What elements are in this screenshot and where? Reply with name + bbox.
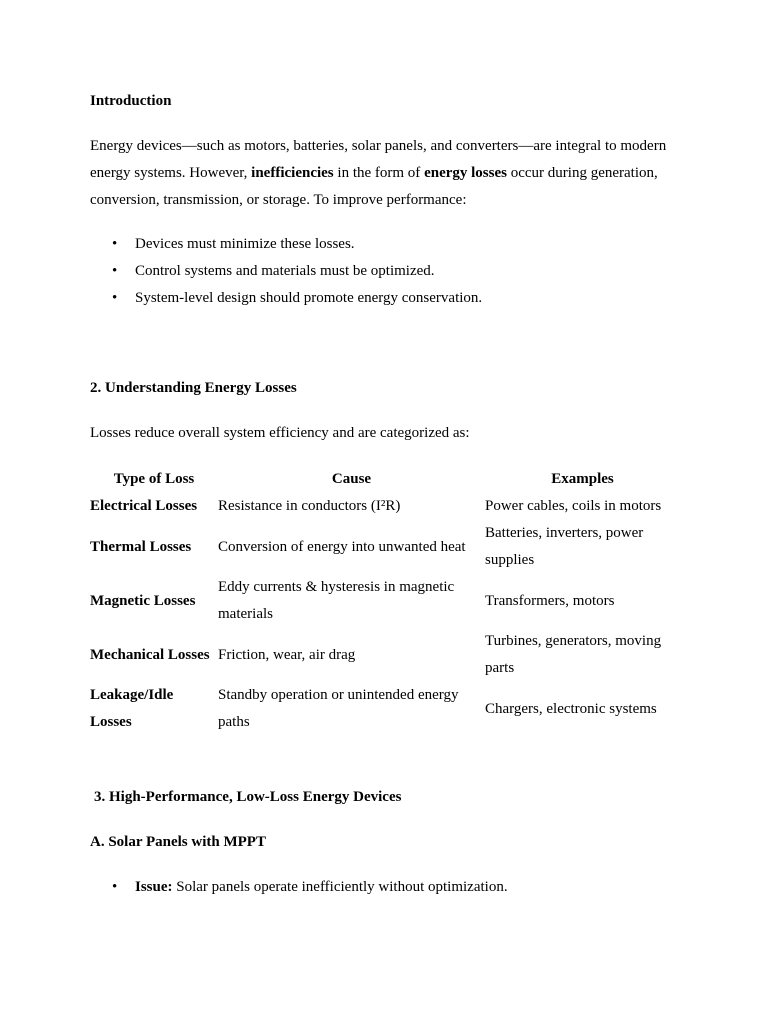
section3-heading: 3. High-Performance, Low-Loss Energy Devices bbox=[94, 789, 402, 805]
column-header-type: Type of Loss bbox=[113, 470, 195, 487]
bullet-icon: • bbox=[112, 879, 118, 895]
table-row bbox=[90, 520, 680, 574]
list-item bbox=[90, 231, 482, 258]
intro-para-text-1: Energy devices—such as motors, batteries, solar panels, and converters—are integral to modern energy systems. However, bbox=[90, 138, 667, 181]
list-item-text: Devices must minimize these losses. bbox=[135, 236, 355, 252]
list-item bbox=[90, 874, 508, 901]
intro-heading: Introduction bbox=[90, 93, 172, 109]
cell-cause: Resistance in conductors (I²R) bbox=[218, 498, 401, 514]
intro-bullet-list bbox=[90, 231, 482, 312]
cell-examples: Power cables, coils in motors bbox=[485, 498, 662, 514]
cell-cause: Eddy currents & hysteresis in magnetic materials bbox=[218, 579, 455, 622]
list-item-text: Control systems and materials must be optimized. bbox=[135, 263, 435, 279]
bullet-icon: • bbox=[112, 236, 118, 252]
cell-examples: Turbines, generators, moving parts bbox=[485, 633, 662, 676]
section2-heading: 2. Understanding Energy Losses bbox=[90, 380, 297, 396]
cell-cause: Standby operation or unintended energy paths bbox=[218, 687, 459, 730]
intro-para-bold-inefficiencies: inefficiencies bbox=[251, 165, 334, 181]
table-row bbox=[90, 682, 680, 736]
intro-para-bold-energy-losses: energy losses bbox=[424, 165, 507, 181]
list-item-label: Issue: bbox=[135, 879, 173, 895]
table-row bbox=[90, 493, 680, 520]
intro-paragraph bbox=[90, 133, 680, 214]
section2-paragraph: Losses reduce overall system efficiency and are categorized as: bbox=[90, 425, 470, 441]
cell-type: Thermal Losses bbox=[90, 538, 192, 555]
cell-type: Leakage/Idle Losses bbox=[90, 687, 174, 730]
list-item bbox=[90, 285, 482, 312]
cell-type: Mechanical Losses bbox=[90, 646, 210, 663]
intro-para-text-3: occur during generation, conversion, transmission, or storage. To improve performance: bbox=[90, 165, 658, 208]
cell-cause: Friction, wear, air drag bbox=[218, 646, 356, 663]
cell-type: Magnetic Losses bbox=[90, 592, 196, 609]
list-item-text: System-level design should promote energy conservation. bbox=[135, 290, 483, 306]
column-header-cause: Cause bbox=[331, 470, 372, 487]
energy-losses-table bbox=[90, 465, 680, 736]
cell-examples: Transformers, motors bbox=[485, 592, 615, 609]
cell-type: Electrical Losses bbox=[90, 498, 198, 514]
column-header-examples: Examples bbox=[551, 470, 614, 487]
bullet-icon: • bbox=[112, 263, 118, 279]
table-row bbox=[90, 628, 680, 682]
cell-examples: Batteries, inverters, power supplies bbox=[485, 525, 644, 568]
bullet-icon: • bbox=[112, 290, 118, 306]
table-header-row bbox=[90, 465, 680, 493]
table-row bbox=[90, 574, 680, 628]
section3-bullet-list bbox=[90, 874, 508, 901]
intro-para-text-2: in the form of bbox=[333, 165, 425, 181]
list-item bbox=[90, 258, 482, 285]
cell-cause: Conversion of energy into unwanted heat bbox=[218, 538, 466, 555]
cell-examples: Chargers, electronic systems bbox=[485, 700, 657, 717]
section3-subheading: A. Solar Panels with MPPT bbox=[90, 834, 266, 850]
list-item-text: Solar panels operate inefficiently without optimization. bbox=[172, 879, 508, 895]
